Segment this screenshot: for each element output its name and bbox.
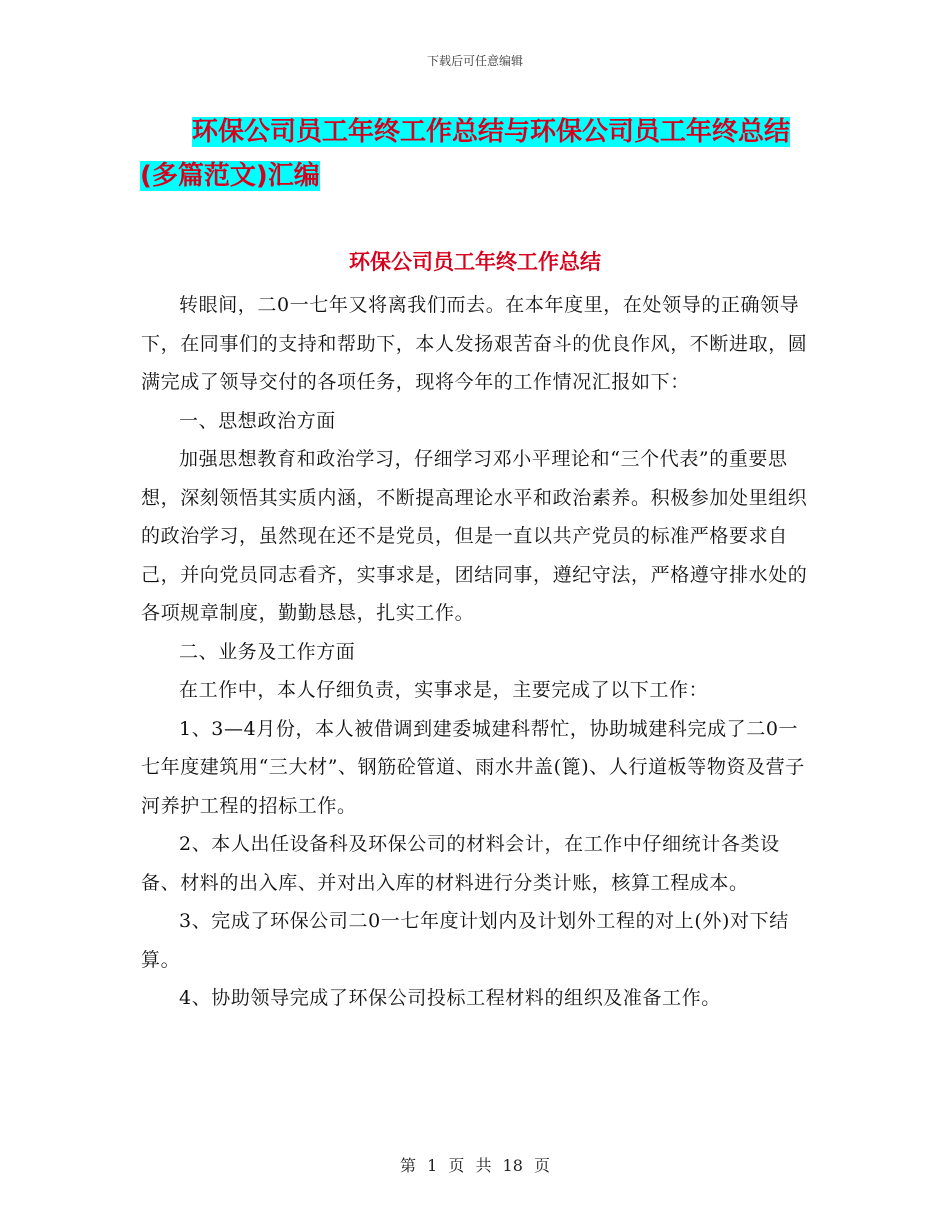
page-number: 第 1 页 共 18 页 — [400, 1156, 550, 1175]
document-title — [140, 110, 820, 198]
header-note: 下载后可任意编辑 — [426, 54, 523, 68]
section-heading: 二、业务及工作方面 — [179, 640, 356, 663]
paragraph: 在工作中，本人仔细负责，实事求是，主要完成了以下工作： — [179, 679, 709, 701]
title-line-2: (多篇范文)汇编 — [140, 161, 320, 191]
title-line-1: 环保公司员工年终工作总结与环保公司员工年终总结 — [192, 117, 791, 147]
paragraph: 加强思想教育和政治学习，仔细学习邓小平理论和“三个代表”的重要思想，深刻领悟其实质内涵，不断提高理论水平和政治素养。积极参加处里组织的政治学习，虽然现在还不是党员，但是一直以共产党员的标准严格要求自己，并向党员同志看齐，实事求是，团结同事，遵纪守法，严格遵守排水处的各项规章制度，勤勤恳恳，扎实工作。 — [141, 448, 808, 624]
document-body — [141, 286, 813, 1018]
section-title: 环保公司员工年终工作总结 — [349, 250, 601, 274]
paragraph: 转眼间，二0一七年又将离我们而去。在本年度里，在处领导的正确领导下，在同事们的支持和帮助下，本人发扬艰苦奋斗的优良作风，不断进取，圆满完成了领导交付的各项任务，现将今年的工作情况汇报如下： — [141, 294, 808, 393]
list-item: 4、协助领导完成了环保公司投标工程材料的组织及准备工作。 — [179, 987, 721, 1009]
list-item: 2、本人出任设备科及环保公司的材料会计，在工作中仔细统计各类设备、材料的出入库、并对出入库的材料进行分类计账，核算工程成本。 — [141, 833, 780, 894]
list-item: 1、3—4月份，本人被借调到建委城建科帮忙，协助城建科完成了二0一七年度建筑用“三大材”、钢筋砼管道、雨水井盖(篦)、人行道板等物资及营子河养护工程的招标工作。 — [141, 717, 805, 817]
list-item: 3、完成了环保公司二0一七年度计划内及计划外工程的对上(外)对下结算。 — [141, 910, 789, 971]
section-heading: 一、思想政治方面 — [179, 409, 336, 432]
